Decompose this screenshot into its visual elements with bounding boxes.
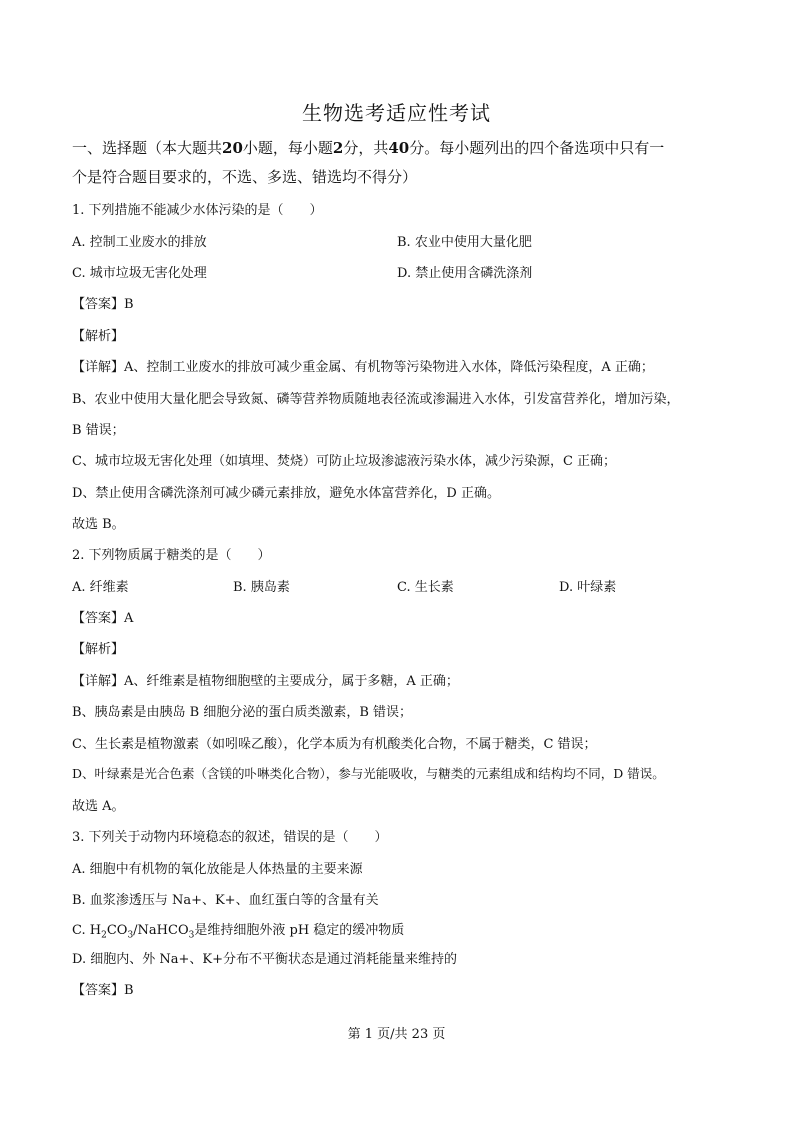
q2-detail-line: C、生长素是植物激素（如吲哚乙酸），化学本质为有机酸类化合物，不属于糖类，C 错误； <box>72 737 597 752</box>
page-footer: 第 1 页/共 23 页 <box>347 1027 446 1042</box>
q2-detail-line: B、胰岛素是由胰岛 B 细胞分泌的蛋白质类激素，B 错误； <box>72 705 413 720</box>
q2-stem: 2. 下列物质属于糖类的是（ ） <box>72 548 271 563</box>
section-points-total: 40 <box>388 139 410 157</box>
q1-option-d: D. 禁止使用含磷洗涤剂 <box>397 266 533 281</box>
q1-detail-line: C、城市垃圾无害化处理（如填埋、焚烧）可防止垃圾渗滤液污染水体，减少污染源，C 正确； <box>72 454 617 469</box>
q1-stem: 1. 下列措施不能减少水体污染的是（ ） <box>72 203 323 218</box>
q2-option-b: B. 胰岛素 <box>233 580 290 595</box>
q3-option-c <box>72 919 404 941</box>
q2-option-d: D. 叶绿素 <box>559 580 617 595</box>
q1-detail-line: D、禁止使用含磷洗涤剂可减少磷元素排放，避免水体富营养化，D 正确。 <box>72 486 500 501</box>
q1-detail-line: B 错误； <box>72 423 125 438</box>
q3-option-c-subscript: 3 <box>188 930 195 941</box>
q1-option-c: C. 城市垃圾无害化处理 <box>72 266 207 281</box>
q1-detail-line: B、农业中使用大量化肥会导致氮、磷等营养物质随地表径流或渗漏进入水体，引发富营养化，增加污染， <box>72 392 680 407</box>
q3-option-c-part: /NaHCO <box>133 923 189 938</box>
q1-option-a: A. 控制工业废水的排放 <box>72 235 207 250</box>
section-num-questions: 20 <box>222 139 243 157</box>
q3-option-c-part: C. H <box>72 923 102 938</box>
section-heading-text-c: 分，共 <box>343 139 389 157</box>
q3-stem: 3. 下列关于动物内环境稳态的叙述，错误的是（ ） <box>72 830 388 845</box>
q1-conclusion: 故选 B。 <box>72 517 125 532</box>
q3-option-c-part: CO <box>106 923 128 938</box>
q3-answer: 【答案】B <box>72 983 134 998</box>
section-heading-text-b: 小题，每小题 <box>242 139 333 157</box>
q1-analysis-label: 【解析】 <box>72 329 125 344</box>
q2-answer: 【答案】A <box>72 611 134 626</box>
q2-detail-line: D、叶绿素是光合色素（含镁的卟啉类化合物），参与光能吸收，与糖类的元素组成和结构均不同，D 错误。 <box>72 766 665 781</box>
q1-option-b: B. 农业中使用大量化肥 <box>397 235 532 250</box>
q3-option-a: A. 细胞中有机物的氧化放能是人体热量的主要来源 <box>72 862 363 877</box>
q2-option-a: A. 纤维素 <box>72 580 129 595</box>
q1-answer: 【答案】B <box>72 297 134 312</box>
q3-option-b: B. 血浆渗透压与 Na+、K+、血红蛋白等的含量有关 <box>72 893 379 908</box>
q3-option-c-subscript: 2 <box>101 930 107 941</box>
q2-conclusion: 故选 A。 <box>72 799 125 814</box>
q3-option-c-subscript: 3 <box>127 930 134 941</box>
q2-detail-line: 【详解】A、纤维素是植物细胞壁的主要成分，属于多糖，A 正确； <box>72 674 459 689</box>
q3-option-c-part: 是维持细胞外液 pH 稳定的缓冲物质 <box>194 923 405 938</box>
section-heading-line1 <box>72 137 664 158</box>
q2-option-c: C. 生长素 <box>397 580 454 595</box>
section-heading-line2: 个是符合题目要求的，不选、多选、错选均不得分） <box>72 168 418 186</box>
q1-detail-line: 【详解】A、控制工业废水的排放可减少重金属、有机物等污染物进入水体，降低污染程度，A 正确； <box>72 360 654 375</box>
q2-analysis-label: 【解析】 <box>72 642 125 657</box>
section-heading-text-a: 一、选择题（本大题共 <box>72 139 223 157</box>
section-points-each: 2 <box>332 139 344 157</box>
page-title: 生物选考适应性考试 <box>302 101 491 125</box>
section-heading-text-d: 分。每小题列出的四个备选项中只有一 <box>409 139 665 157</box>
q3-option-d: D. 细胞内、外 Na+、K+分布不平衡状态是通过消耗能量来维持的 <box>72 952 457 967</box>
